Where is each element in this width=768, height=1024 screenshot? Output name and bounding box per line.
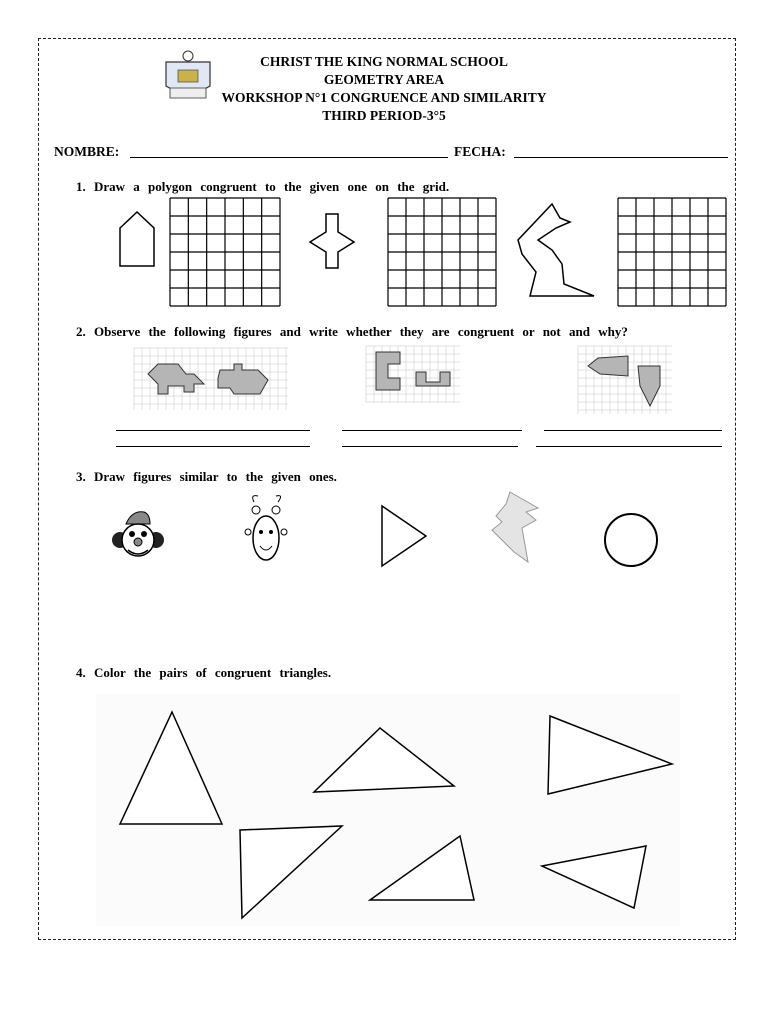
q1-grid-1[interactable] bbox=[170, 198, 282, 308]
q2-figure-pair-1 bbox=[134, 348, 288, 410]
q2-figure-pair-3 bbox=[578, 346, 672, 414]
question-2: 2. Observe the following figures and write whether they are congruent or not and why? bbox=[76, 324, 628, 339]
question-4: 4. Color the pairs of congruent triangles. bbox=[76, 665, 332, 680]
name-label: NOMBRE: bbox=[54, 144, 120, 159]
q1-house-polygon bbox=[112, 208, 162, 272]
q4-triangles-area bbox=[96, 694, 680, 926]
q2-figure-pair-2 bbox=[366, 346, 460, 402]
cartoon-bug-icon bbox=[240, 492, 292, 568]
clown-face-icon bbox=[110, 506, 166, 564]
circle-outline-figure bbox=[602, 512, 660, 568]
question-1: 1. Draw a polygon congruent to the given one on the grid. bbox=[76, 179, 450, 194]
q2-answer-line-2b[interactable] bbox=[342, 446, 518, 447]
q2-answer-line-1a[interactable] bbox=[116, 430, 310, 431]
period-title: THIRD PERIOD-3°5 bbox=[322, 108, 446, 123]
area-title: GEOMETRY AREA bbox=[323, 72, 445, 87]
q2-answer-line-2a[interactable] bbox=[342, 430, 522, 431]
q2-answer-line-1b[interactable] bbox=[116, 446, 310, 447]
q1-grid-2[interactable] bbox=[388, 198, 498, 308]
school-name: CHRIST THE KING NORMAL SCHOOL bbox=[260, 54, 508, 69]
name-field[interactable] bbox=[130, 157, 448, 158]
question-3: 3. Draw figures similar to the given ones. bbox=[76, 469, 337, 484]
jagged-shape-figure bbox=[488, 490, 542, 564]
q1-grid-3[interactable] bbox=[618, 198, 728, 308]
q1-arrow-polygon bbox=[304, 212, 362, 272]
q2-answer-line-3b[interactable] bbox=[536, 446, 722, 447]
date-label: FECHA: bbox=[454, 144, 506, 159]
date-field[interactable] bbox=[514, 157, 728, 158]
q1-irregular-polygon bbox=[512, 200, 602, 302]
workshop-title: WORKSHOP N°1 CONGRUENCE AND SIMILARITY bbox=[221, 90, 547, 105]
triangle-outline-figure bbox=[378, 504, 430, 568]
q2-answer-line-3a[interactable] bbox=[544, 430, 722, 431]
